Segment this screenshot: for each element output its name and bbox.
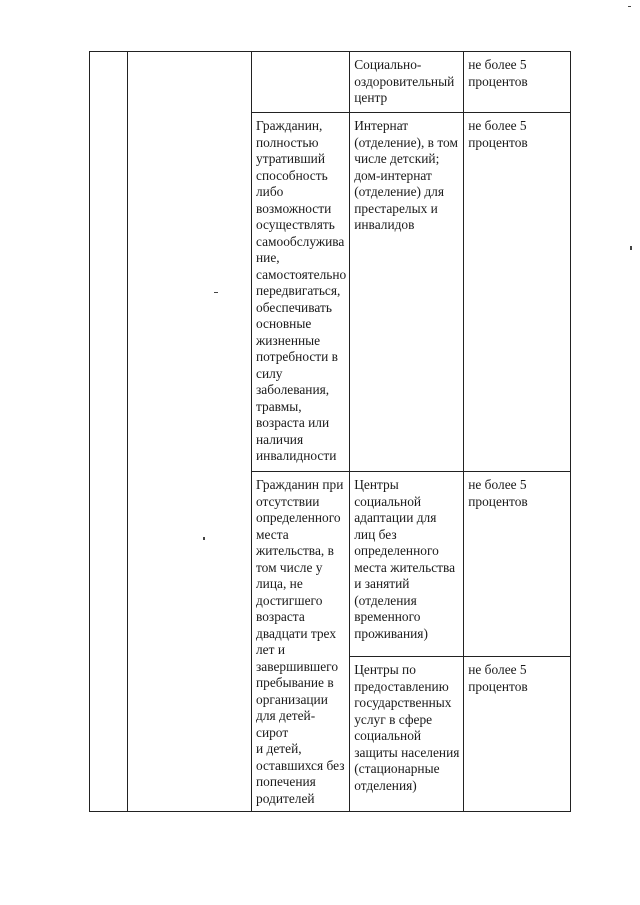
table-cell-category-empty [252, 52, 350, 113]
table-cell-institution: Социально- оздоровительный центр [350, 52, 464, 113]
scan-artifact [214, 292, 218, 293]
table-cell-institution: Центры социальной адаптации для лиц без определенного места жительства и занятий (отделения временного проживания) [350, 472, 464, 657]
table-row [90, 52, 571, 113]
table-cell-limit: не более 5 процентов [464, 113, 571, 472]
scan-artifact [628, 6, 631, 7]
social-services-table [89, 51, 571, 812]
table-cell-limit: не более 5 процентов [464, 472, 571, 657]
table-cell-col2 [128, 52, 252, 812]
scan-artifact [203, 537, 205, 540]
table-cell-category: Гражданин, полностью утративший способность либо возможности осуществлять самообслужива ние, самостоятельно передвигаться, обеспечивать основные жизненные потребности в силу заболевания, травмы, возраста или наличия инвалидности [252, 113, 350, 472]
table-cell-limit: не более 5 процентов [464, 52, 571, 113]
table-cell-institution: Интернат (отделение), в том числе детский; дом-интернат (отделение) для престарелых и инвалидов [350, 113, 464, 472]
scan-artifact [630, 246, 632, 250]
table-cell-institution: Центры по предоставлению государственных услуг в сфере социальной защиты населения (стационарные отделения) [350, 657, 464, 812]
table-cell-col1 [90, 52, 128, 812]
table-cell-limit: не более 5 процентов [464, 657, 571, 812]
table-cell-category: Гражданин при отсутствии определенного места жительства, в том числе у лица, не достигшего возраста двадцати трех лет и завершившего пребывание в организации для детей-сирот и детей, оставшихся без попечения родителей [252, 472, 350, 812]
